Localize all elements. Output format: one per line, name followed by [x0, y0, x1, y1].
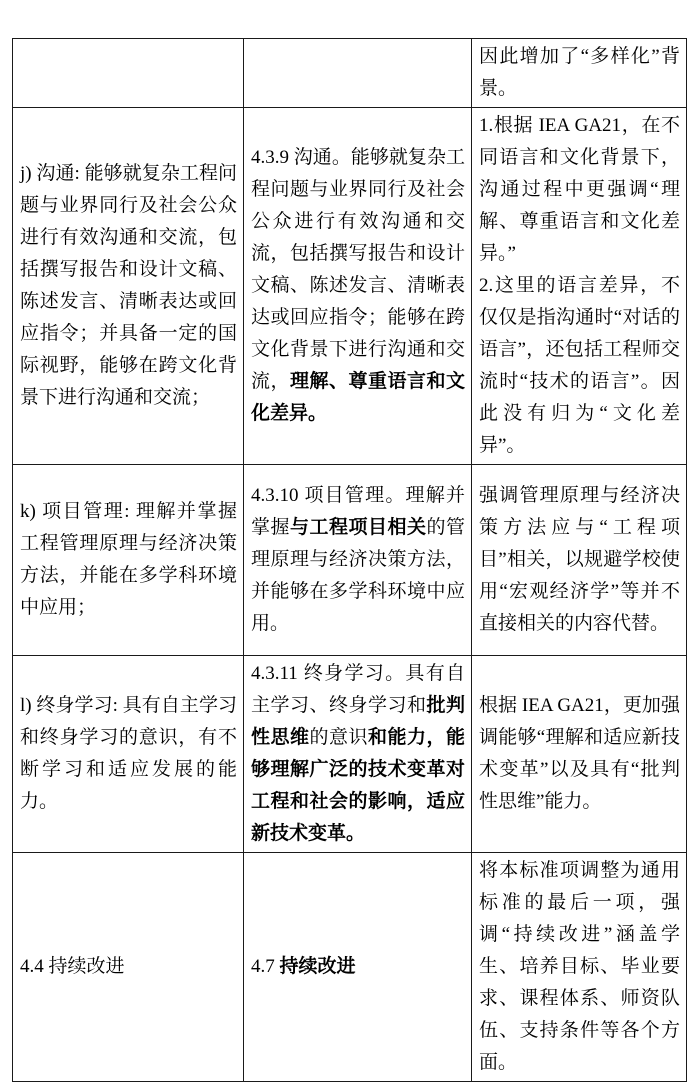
- cell-paragraph: [251, 951, 465, 983]
- cell-paragraph: [479, 690, 680, 818]
- bold-text-run: 理解、尊重语言和文化差异。: [251, 371, 465, 424]
- cell-paragraph: [251, 480, 465, 640]
- table-cell: [244, 108, 472, 465]
- bold-text-run: 持续改进: [279, 956, 356, 977]
- text-run: 4.3.11 终身学习。具有自主学习、终身学习和: [251, 663, 465, 716]
- text-run: 根据 IEA GA21，更加强调能够“理解和适应新技术变革”以及具有“批判性思维”能力。: [479, 695, 680, 812]
- table-cell: [472, 108, 687, 465]
- cell-paragraph: [479, 110, 680, 270]
- table-cell: [244, 853, 472, 1082]
- bold-text-run: 与工程项目相关: [290, 517, 427, 538]
- table-row: [13, 108, 687, 465]
- text-run: 强调管理原理与经济决策方法应与“工程项目”相关，以规避学校使用“宏观经济学”等并不直接相关的内容代替。: [479, 485, 680, 634]
- table-row: [13, 39, 687, 108]
- text-run: k) 项目管理: 理解并掌握工程管理原理与经济决策方法，并能在多学科环境中应用；: [20, 501, 237, 618]
- table-cell: [13, 656, 244, 853]
- table-cell: [472, 853, 687, 1082]
- cell-paragraph: [251, 142, 465, 430]
- table-cell: [244, 465, 472, 656]
- text-run: 的管理原理与经济决策方法，并能够在多学科环境中应用。: [251, 517, 465, 634]
- table-cell: [244, 656, 472, 853]
- cell-paragraph: [479, 41, 680, 105]
- text-run: l) 终身学习: 具有自主学习和终身学习的意识，有不断学习和适应发展的能力。: [20, 695, 237, 812]
- text-run: 4.3.9 沟通。能够就复杂工程问题与业界同行及社会公众进行有效沟通和交流，包括撰写报告和设计文稿、陈述发言、清晰表达或回应指令；能够在跨文化背景下进行沟通和交流，: [251, 147, 465, 392]
- cell-paragraph: [479, 270, 680, 462]
- text-run: j) 沟通: 能够就复杂工程问题与业界同行及社会公众进行有效沟通和交流，包括撰写报告和设计文稿、陈述发言、清晰表达或回应指令；并具备一定的国际视野，能够在跨文化背景下进行沟通和交流；: [20, 163, 237, 408]
- table-cell: [13, 108, 244, 465]
- cell-paragraph: [20, 951, 237, 983]
- cell-paragraph: [479, 855, 680, 1079]
- table-cell: [244, 39, 472, 108]
- table-cell: [13, 39, 244, 108]
- comparison-table-body: [13, 39, 687, 1082]
- bold-text-run: 和能力，能够理解广泛的技术变革对工程和社会的影响，适应新技术变革。: [251, 727, 465, 844]
- table-row: [13, 656, 687, 853]
- cell-paragraph: [20, 158, 237, 414]
- cell-paragraph: [20, 496, 237, 624]
- bold-text-run: 批判性思维: [251, 695, 465, 748]
- table-row: [13, 853, 687, 1082]
- table-cell: [472, 465, 687, 656]
- table-cell: [472, 656, 687, 853]
- text-run: 的意识: [309, 727, 368, 748]
- text-run: 将本标准项调整为通用标准的最后一项，强调“持续改进”涵盖学生、培养目标、毕业要求、课程体系、师资队伍、支持条件等各个方面。: [479, 860, 680, 1073]
- text-run: 4.7: [251, 956, 280, 977]
- text-run: 4.4 持续改进: [20, 956, 125, 977]
- text-run: 因此增加了“多样化”背景。: [479, 46, 680, 99]
- cell-paragraph: [251, 658, 465, 850]
- table-cell: [13, 465, 244, 656]
- table-cell: [472, 39, 687, 108]
- text-run: 4.3.10 项目管理。理解并掌握: [251, 485, 465, 538]
- cell-paragraph: [20, 690, 237, 818]
- table-cell: [13, 853, 244, 1082]
- cell-paragraph: [479, 480, 680, 640]
- table-row: [13, 465, 687, 656]
- text-run: 2.这里的语言差异，不仅仅是指沟通时“对话的语言”，还包括工程师交流时“技术的语言”。因此没有归为“文化差异”。: [479, 275, 680, 456]
- comparison-table: [12, 38, 687, 1082]
- text-run: 1.根据 IEA GA21，在不同语言和文化背景下，沟通过程中更强调“理解、尊重语言和文化差异。”: [479, 115, 680, 264]
